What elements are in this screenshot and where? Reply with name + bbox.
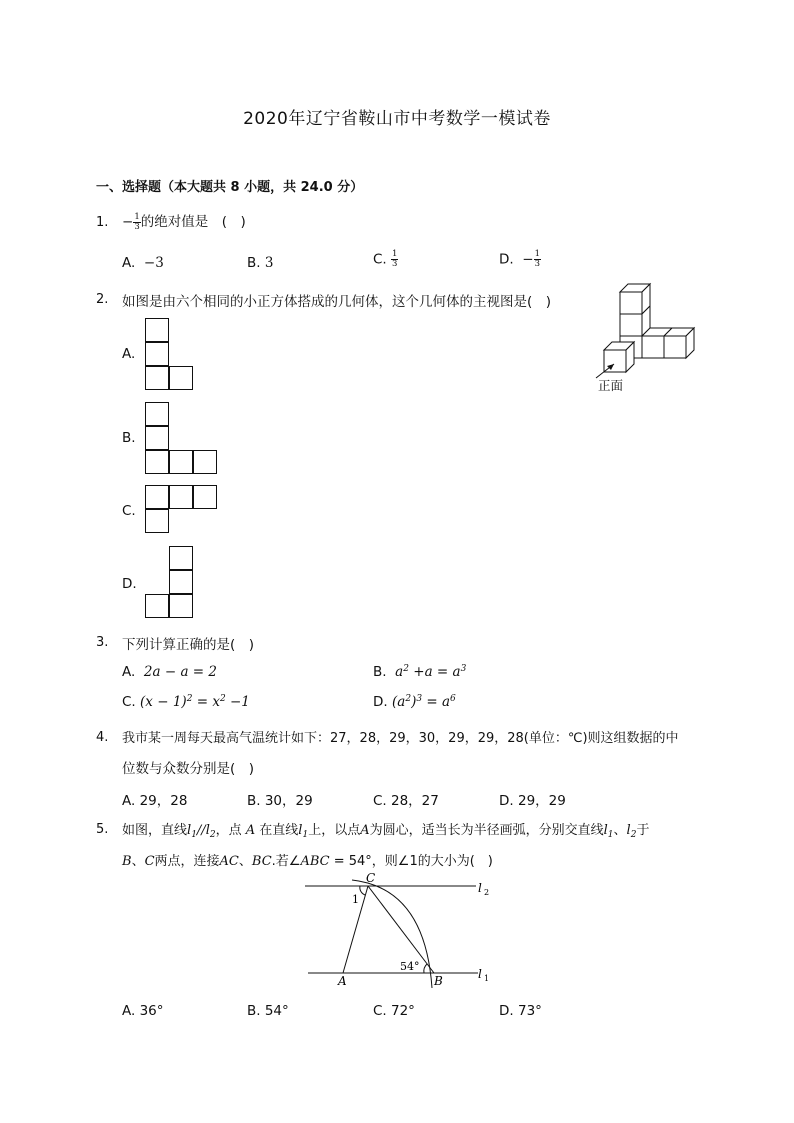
q1-d-fraction <box>534 250 541 269</box>
q5-t2: ，点 <box>215 823 242 838</box>
q5-point-b: B <box>122 854 132 869</box>
q1-option-d <box>499 250 541 269</box>
q1-c-fraction <box>391 250 398 269</box>
q3-b-label: B. <box>373 664 387 680</box>
q3-b-expr: $a^2 +a = a^3$ <box>395 664 467 680</box>
grid-cell <box>169 594 193 618</box>
q1-b-value: 3 <box>264 255 274 271</box>
q4-option-b: B. 30，29 <box>247 793 313 809</box>
grid-cell <box>169 366 193 390</box>
q1-text <box>122 210 246 232</box>
q5-option-b: B. 54° <box>247 1003 289 1019</box>
q5-option-d: D. 73° <box>499 1003 542 1019</box>
grid-cell <box>145 342 169 366</box>
q3-text: 下列计算正确的是( ) <box>122 637 255 653</box>
label-b: B <box>434 974 443 988</box>
q1-c-den: 3 <box>392 259 398 269</box>
q5-parallel-expr: $l_1//l_2$ <box>187 823 216 840</box>
q5-line-l2: $l_2$ <box>626 823 637 840</box>
q3-a-expr: 2a − a = 2 <box>143 664 218 680</box>
q3-option-d <box>373 694 456 710</box>
q5-t7: 于 <box>636 823 650 838</box>
q5-line-l1b: $l_1$ <box>603 823 614 840</box>
grid-cell <box>145 450 169 474</box>
grid-cell <box>145 426 169 450</box>
q5-t6: 、 <box>613 823 627 838</box>
q1-b-label: B. <box>247 255 261 271</box>
q5-option-a: A. 36° <box>122 1003 164 1019</box>
q1-option-b <box>247 255 273 271</box>
q1-fraction <box>133 213 140 232</box>
q5-point-a: A <box>245 823 256 838</box>
q1-frac-num: 1 <box>134 211 140 222</box>
grid-cell <box>145 594 169 618</box>
q1-c-num: 1 <box>392 249 398 259</box>
q2-text: 如图是由六个相同的小正方体搭成的几何体，这个几何体的主视图是( ) <box>122 294 552 310</box>
q5-t10: 、 <box>238 854 252 869</box>
grid-cell <box>145 485 169 509</box>
q5-option-c: C. 72° <box>373 1003 415 1019</box>
grid-cell <box>169 450 193 474</box>
grid-cell <box>145 318 169 342</box>
q5-line-l1: $l_1$ <box>298 823 309 840</box>
q1-a-value: −3 <box>143 255 164 271</box>
grid-cell <box>145 366 169 390</box>
grid-cell <box>193 450 217 474</box>
arc <box>352 880 432 988</box>
front-label: 正面 <box>598 378 624 393</box>
q5-point-c: C <box>144 854 155 869</box>
q3-number: 3. <box>96 635 109 650</box>
label-l2-sub: 2 <box>484 888 490 897</box>
q1-d-minus: − <box>522 251 534 268</box>
grid-cell <box>145 509 169 533</box>
q2-number: 2. <box>96 292 109 307</box>
q5-t8: 、 <box>131 854 145 869</box>
q2-option-c-label: C. <box>122 503 136 519</box>
q5-number: 5. <box>96 822 109 837</box>
q5-t1: 如图，直线 <box>122 823 188 838</box>
q1-number: 1. <box>96 215 109 230</box>
q4-text-line2: 位数与众数分别是( ) <box>122 761 255 777</box>
label-l1: l <box>478 967 482 981</box>
q5-t3: 在直线 <box>259 823 299 838</box>
grid-cell <box>169 485 193 509</box>
grid-cell <box>145 402 169 426</box>
q4-option-a: A. 29，28 <box>122 793 188 809</box>
q5-text-line1 <box>122 819 649 840</box>
grid-cell <box>193 485 217 509</box>
section-heading: 一、选择题（本大题共 8 小题，共 24.0 分） <box>96 180 364 195</box>
q5-t11: .若∠ <box>271 854 301 869</box>
page-title: 2020年辽宁省鞍山市中考数学一模试卷 <box>243 109 551 129</box>
q3-option-a <box>122 664 217 680</box>
q2-option-d-label: D. <box>122 576 137 592</box>
q1-c-label: C. <box>373 251 387 268</box>
q5-text-line2 <box>122 850 493 869</box>
angle-54-mark <box>424 964 427 973</box>
grid-cell <box>169 570 193 594</box>
angle-1-mark <box>360 886 365 895</box>
q4-text-line1: 我市某一周每天最高气温统计如下：27，28，29，30，29，29，28(单位：℃)则这组数据的中 <box>122 731 679 746</box>
label-a: A <box>338 974 347 988</box>
q1-option-c <box>373 250 398 269</box>
q5-t4: 上，以点 <box>308 823 361 838</box>
label-angle-54: 54° <box>400 960 420 973</box>
grid-cell <box>169 546 193 570</box>
label-l2: l <box>478 881 482 895</box>
q1-stem: 的绝对值是 ( ) <box>140 214 246 230</box>
q3-c-label: C. <box>122 694 136 710</box>
q3-option-b <box>373 664 466 680</box>
q5-seg-bc: BC <box>251 854 272 869</box>
q1-a-label: A. <box>122 255 136 271</box>
q2-option-a-label: A. <box>122 346 136 362</box>
q5-point-a2: A <box>360 823 370 838</box>
q1-d-label: D. <box>499 251 514 268</box>
q5-seg-ac: AC <box>219 854 239 869</box>
q5-t5: 为圆心，适当长为半径画弧，分别交直线 <box>369 823 604 838</box>
q1-d-den: 3 <box>534 259 541 269</box>
q3-d-expr: $(a^2)^3 = a^6$ <box>391 694 456 710</box>
q5-t12: = 54°，则∠1的大小为( ) <box>329 854 493 869</box>
q3-option-c <box>122 694 250 710</box>
geometry-figure <box>300 868 500 998</box>
q4-option-d: D. 29，29 <box>499 793 566 809</box>
q3-a-label: A. <box>122 664 136 680</box>
q5-angle-abc: ABC <box>300 854 330 869</box>
q3-c-expr: $(x - 1)^2 = x^2 -1$ <box>140 694 250 710</box>
q3-d-label: D. <box>373 694 388 710</box>
q4-option-c: C. 28，27 <box>373 793 439 809</box>
q1-minus: − <box>122 214 134 230</box>
q1-option-a <box>122 255 164 271</box>
q5-t9: 两点，连接 <box>154 854 220 869</box>
q4-number: 4. <box>96 730 109 745</box>
q1-d-num: 1 <box>534 249 541 259</box>
q1-frac-den: 3 <box>134 221 140 232</box>
label-l1-sub: 1 <box>484 974 490 983</box>
label-angle-1: 1 <box>352 893 359 906</box>
label-c: C <box>366 871 376 885</box>
q2-option-b-label: B. <box>122 430 136 446</box>
